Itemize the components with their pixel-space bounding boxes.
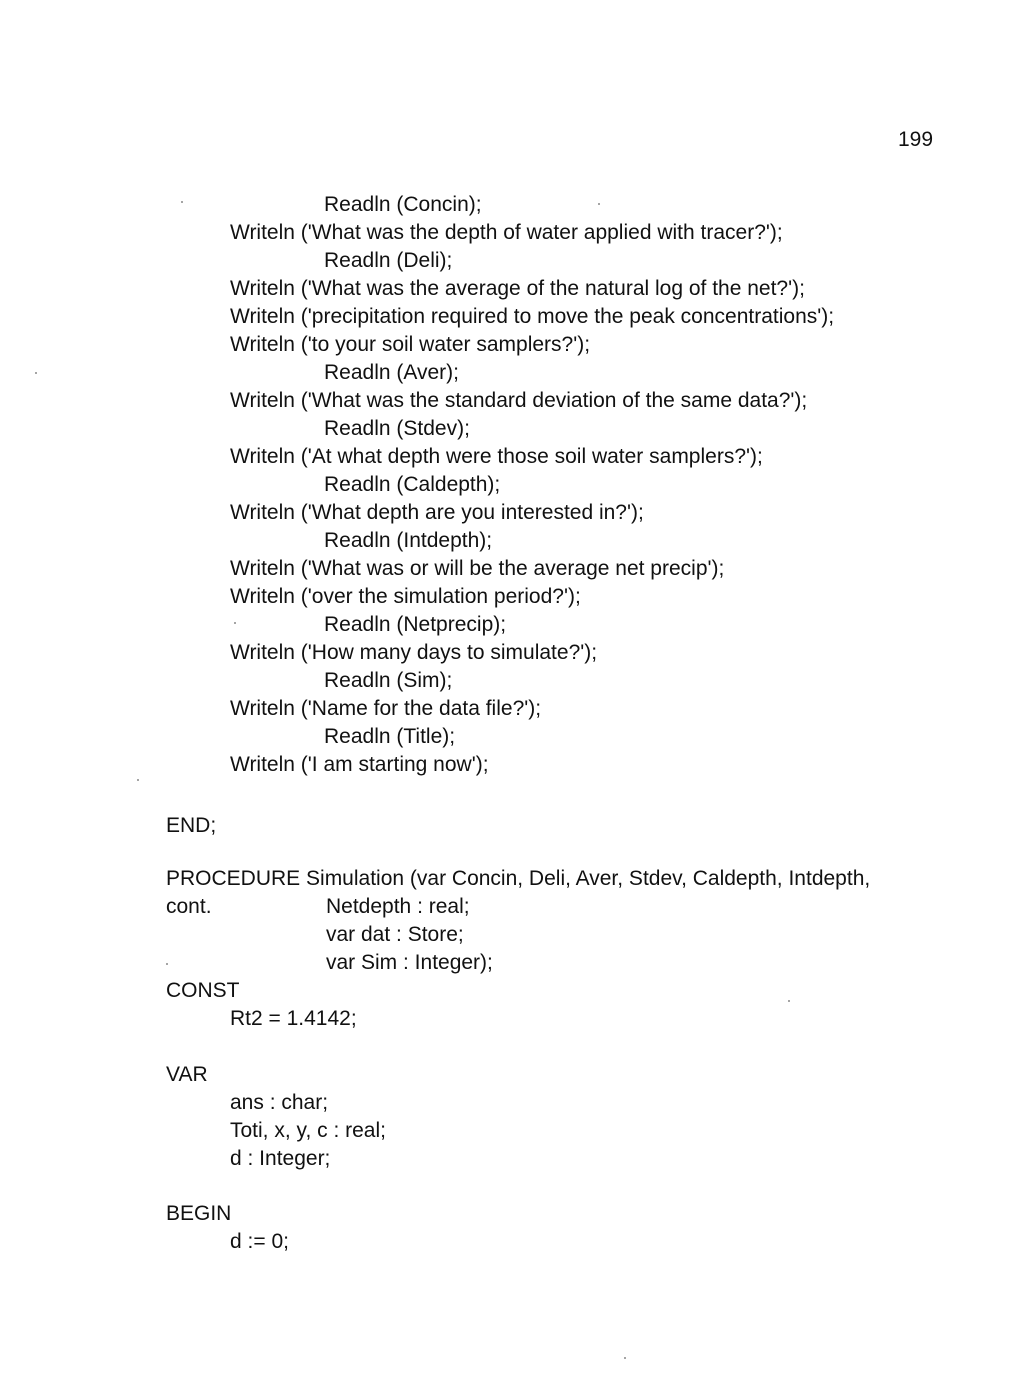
scan-speck: [788, 1000, 790, 1002]
code-line: Readln (Intdepth);: [324, 529, 493, 552]
code-line: Writeln ('I am starting now');: [230, 753, 489, 776]
scan-speck: [166, 963, 168, 965]
code-line: d := 0;: [230, 1230, 289, 1253]
code-line: var Sim : Integer);: [326, 951, 493, 974]
code-line: Readln (Netprecip);: [324, 613, 507, 636]
scan-speck: [234, 622, 236, 624]
code-line: PROCEDURE Simulation (var Concin, Deli, Aver, Stdev, Caldepth, Intdepth,: [166, 867, 871, 890]
scan-speck: [624, 1357, 626, 1359]
code-line: Writeln ('What was the standard deviation of the same data?');: [230, 389, 808, 412]
code-line: Writeln ('to your soil water samplers?');: [230, 333, 591, 356]
code-line: Readln (Aver);: [324, 361, 460, 384]
scan-speck: [35, 372, 37, 374]
code-line: Writeln ('What was the average of the natural log of the net?');: [230, 277, 805, 300]
code-line: d : Integer;: [230, 1147, 331, 1170]
code-line: ans : char;: [230, 1091, 329, 1114]
code-line: BEGIN: [166, 1202, 232, 1225]
code-line: Writeln ('What was the depth of water applied with tracer?');: [230, 221, 783, 244]
code-line: CONST: [166, 979, 240, 1002]
code-line: Writeln ('over the simulation period?');: [230, 585, 581, 608]
code-line: END;: [166, 814, 217, 837]
code-line: VAR: [166, 1063, 208, 1086]
code-line: Readln (Stdev);: [324, 417, 470, 440]
code-line: Readln (Caldepth);: [324, 473, 501, 496]
code-line: Toti, x, y, c : real;: [230, 1119, 386, 1142]
scan-speck: [181, 201, 183, 203]
code-line: Rt2 = 1.4142;: [230, 1007, 357, 1030]
code-line: Writeln ('What was or will be the average net precip');: [230, 557, 725, 580]
code-line: var dat : Store;: [326, 923, 464, 946]
code-line: Readln (Title);: [324, 725, 456, 748]
code-line: Writeln ('Name for the data file?');: [230, 697, 542, 720]
code-line: Readln (Concin);: [324, 193, 482, 216]
code-line: Writeln ('How many days to simulate?');: [230, 641, 598, 664]
code-line: Writeln ('precipitation required to move the peak concentrations');: [230, 305, 835, 328]
code-line: Writeln ('At what depth were those soil water samplers?');: [230, 445, 763, 468]
page-number: 199: [898, 128, 934, 151]
code-line: Writeln ('What depth are you interested in?');: [230, 501, 644, 524]
code-line: Netdepth : real;: [326, 895, 470, 918]
scan-speck: [137, 779, 139, 781]
code-line: cont.: [166, 895, 212, 918]
code-line: Readln (Deli);: [324, 249, 453, 272]
code-line: Readln (Sim);: [324, 669, 453, 692]
scan-speck: [598, 203, 600, 205]
